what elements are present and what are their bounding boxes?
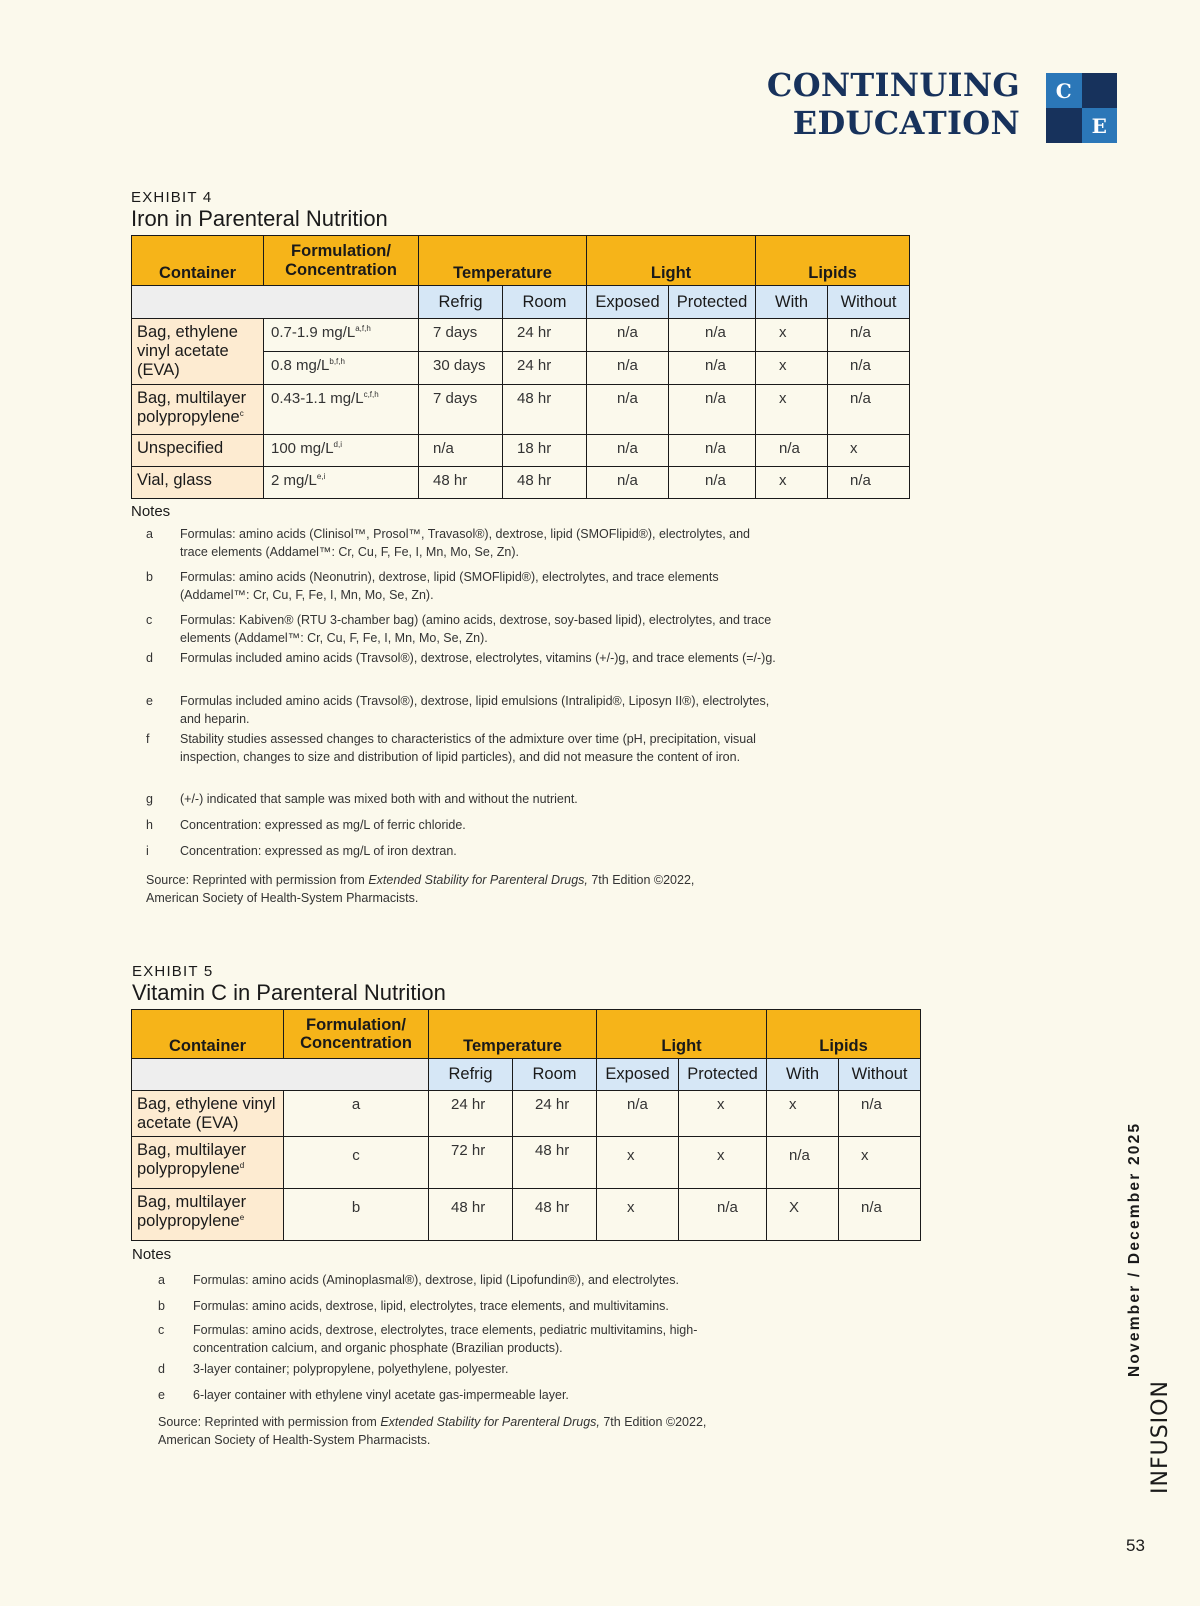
subheader-row bbox=[132, 286, 910, 319]
cell-room: 48 hr bbox=[513, 1189, 597, 1241]
table-row bbox=[132, 467, 910, 499]
col-light: Light bbox=[597, 1010, 767, 1059]
note-key: g bbox=[146, 792, 153, 806]
row-concentration bbox=[264, 467, 419, 499]
cell-room: 48 hr bbox=[513, 1137, 597, 1189]
sub-exposed: Exposed bbox=[587, 286, 669, 319]
cell-protected: x bbox=[679, 1137, 767, 1189]
note-key: c bbox=[158, 1323, 165, 1337]
conc-text: 2 mg/L bbox=[271, 472, 317, 489]
cell-refrig: 24 hr bbox=[429, 1091, 513, 1137]
row-container: Unspecified bbox=[132, 435, 264, 467]
cell-protected: n/a bbox=[679, 1189, 767, 1241]
cell-with: x bbox=[756, 467, 828, 499]
container-text: Bag, multilayer polypropylene bbox=[137, 1193, 247, 1230]
row-concentration bbox=[264, 435, 419, 467]
row-container: Bag, ethylene vinyl acetate (EVA) bbox=[132, 1091, 284, 1137]
exhibit5-label: EXHIBIT 5 bbox=[132, 963, 214, 980]
note-key: b bbox=[146, 570, 153, 584]
note-text: Formulas: amino acids (Neonutrin), dextrose, lipid (SMOFlipid®), electrolytes, and trace elements (Addamel™: Cr, Cu, F, Fe, I, Mn, Mo, Se, Zn). bbox=[180, 570, 719, 602]
cell-room: 24 hr bbox=[513, 1091, 597, 1137]
cell-without: x bbox=[839, 1137, 921, 1189]
cell-exposed: n/a bbox=[587, 319, 669, 352]
subheader-row bbox=[132, 1059, 921, 1091]
cell-protected: x bbox=[679, 1091, 767, 1137]
note-key: i bbox=[146, 844, 149, 858]
row-container: Bag, ethylene vinyl acetate (EVA) bbox=[132, 319, 264, 385]
table-row bbox=[132, 385, 910, 435]
conc-sup: e,i bbox=[316, 472, 326, 481]
cell-exposed: x bbox=[597, 1189, 679, 1241]
cell-without: x bbox=[828, 435, 910, 467]
cell-refrig: 48 hr bbox=[419, 467, 503, 499]
note-text: Formulas: amino acids (Aminoplasmal®), dextrose, lipid (Lipofundin®), and electrolytes. bbox=[193, 1273, 679, 1287]
sub-protected: Protected bbox=[669, 286, 756, 319]
logo-cell-dark-2 bbox=[1046, 108, 1082, 143]
logo-cell-e bbox=[1082, 108, 1118, 143]
row-concentration: b bbox=[284, 1189, 429, 1241]
cell-protected: n/a bbox=[669, 467, 756, 499]
cell-refrig: 7 days bbox=[419, 385, 503, 435]
note-key: b bbox=[158, 1299, 165, 1313]
sub-room: Room bbox=[513, 1059, 597, 1091]
cell-refrig: 72 hr bbox=[429, 1137, 513, 1189]
source-prefix: Source: Reprinted with permission from bbox=[158, 1415, 381, 1429]
source-prefix: Source: Reprinted with permission from bbox=[146, 873, 369, 887]
table-row bbox=[132, 1189, 921, 1241]
cell-with: x bbox=[756, 385, 828, 435]
logo-cell-c bbox=[1046, 73, 1082, 108]
note-key: d bbox=[158, 1362, 165, 1376]
exhibit4-notes-label: Notes bbox=[131, 503, 171, 520]
note-text: (+/-) indicated that sample was mixed both with and without the nutrient. bbox=[180, 792, 578, 806]
row-container bbox=[132, 1137, 284, 1189]
col-light: Light bbox=[587, 236, 756, 286]
note-key: e bbox=[158, 1388, 165, 1402]
row-container: Vial, glass bbox=[132, 467, 264, 499]
source-line2: American Society of Health-System Pharmacists. bbox=[146, 891, 419, 905]
conc-text: 0.7-1.9 mg/L bbox=[271, 324, 356, 341]
cell-with: n/a bbox=[767, 1137, 839, 1189]
cell-protected: n/a bbox=[669, 319, 756, 352]
note-key: a bbox=[158, 1273, 165, 1287]
col-container: Container bbox=[132, 236, 264, 286]
row-concentration: c bbox=[284, 1137, 429, 1189]
source-book: Extended Stability for Parenteral Drugs, bbox=[380, 1415, 600, 1429]
row-container bbox=[132, 1189, 284, 1241]
conc-text: 100 mg/L bbox=[271, 440, 334, 457]
conc-sup: c,f,h bbox=[363, 390, 379, 399]
cell-room: 48 hr bbox=[503, 385, 587, 435]
sub-refrig: Refrig bbox=[429, 1059, 513, 1091]
table-row bbox=[132, 319, 910, 352]
sub-without: Without bbox=[828, 286, 910, 319]
col-formulation: Formulation/ Concentration bbox=[264, 236, 419, 286]
cell-without: n/a bbox=[828, 467, 910, 499]
section-title: CONTINUING EDUCATION bbox=[766, 66, 1020, 142]
exhibit5-source bbox=[158, 1413, 798, 1449]
conc-text: 0.43-1.1 mg/L bbox=[271, 390, 364, 407]
container-sup: d bbox=[239, 1160, 245, 1170]
subheader-blank bbox=[132, 286, 419, 319]
note-key: c bbox=[146, 613, 153, 627]
cell-exposed: n/a bbox=[587, 467, 669, 499]
cell-room: 24 hr bbox=[503, 352, 587, 385]
note-key: e bbox=[146, 694, 153, 708]
exhibit4-title: Iron in Parenteral Nutrition bbox=[131, 206, 388, 231]
col-formulation: Formulation/ Concentration bbox=[284, 1010, 429, 1059]
note-text: Formulas: amino acids (Clinisol™, Prosol™, Travasol®), dextrose, lipid (SMOFlipid®), electrolytes, and trace elements (Addamel™: Cr, Cu, F, Fe, I, Mn, Mo, Se, Zn). bbox=[180, 527, 750, 559]
note-text: Concentration: expressed as mg/L of ferric chloride. bbox=[180, 818, 466, 832]
source-edition: 7th Edition ©2022, bbox=[599, 1415, 707, 1429]
note-text: Formulas: amino acids, dextrose, lipid, electrolytes, trace elements, and multivitamins. bbox=[193, 1299, 669, 1313]
table-row bbox=[132, 435, 910, 467]
note-text: Concentration: expressed as mg/L of iron dextran. bbox=[180, 844, 457, 858]
container-sup: e bbox=[239, 1212, 245, 1222]
col-container: Container bbox=[132, 1010, 284, 1059]
col-temperature: Temperature bbox=[429, 1010, 597, 1059]
subheader-blank bbox=[132, 1059, 429, 1091]
container-text: Bag, multilayer polypropylene bbox=[137, 389, 247, 426]
cell-exposed: n/a bbox=[587, 385, 669, 435]
note-text: Formulas: Kabiven® (RTU 3-chamber bag) (amino acids, dextrose, soy-based lipid), electrolytes, and trace elements (Addamel™: Cr, Cu, F, Fe, I, Mn, Mo, Se, Zn). bbox=[180, 613, 772, 645]
note-text: 6-layer container with ethylene vinyl acetate gas-impermeable layer. bbox=[193, 1388, 569, 1402]
sub-protected: Protected bbox=[679, 1059, 767, 1091]
row-concentration bbox=[264, 352, 419, 385]
cell-exposed: n/a bbox=[587, 352, 669, 385]
conc-text: 0.8 mg/L bbox=[271, 357, 330, 374]
note-text: Stability studies assessed changes to characteristics of the admixture over time (pH, precipitation, visual inspection, changes to size and distribution of lipid particles), and did not measure the content of iron. bbox=[180, 732, 756, 764]
table-row bbox=[132, 1137, 921, 1189]
note-text: Formulas included amino acids (Travsol®), dextrose, electrolytes, vitamins (+/-)g, and trace elements (=/-)g. bbox=[180, 651, 776, 665]
issue-date: November / December 2025 bbox=[1126, 1121, 1143, 1377]
sub-refrig: Refrig bbox=[419, 286, 503, 319]
page-number: 53 bbox=[1126, 1536, 1145, 1555]
exhibit4-label: EXHIBIT 4 bbox=[131, 189, 213, 206]
note-key: d bbox=[146, 651, 153, 665]
cell-room: 18 hr bbox=[503, 435, 587, 467]
col-temperature: Temperature bbox=[419, 236, 587, 286]
cell-with: x bbox=[767, 1091, 839, 1137]
note-key: a bbox=[146, 527, 153, 541]
conc-sup: b,f,h bbox=[329, 357, 345, 366]
container-sup: c bbox=[239, 408, 244, 418]
conc-sup: a,f,h bbox=[355, 324, 371, 333]
cell-protected: n/a bbox=[669, 385, 756, 435]
brand-logo: INFUSION bbox=[1148, 1380, 1173, 1494]
header-row bbox=[132, 236, 910, 286]
cell-room: 24 hr bbox=[503, 319, 587, 352]
row-container bbox=[132, 385, 264, 435]
cell-refrig: 7 days bbox=[419, 319, 503, 352]
table-row bbox=[132, 1091, 921, 1137]
note-key: f bbox=[146, 732, 150, 746]
exhibit4-table bbox=[131, 235, 910, 499]
logo-letter-c: C bbox=[1055, 78, 1072, 103]
cell-with: x bbox=[756, 319, 828, 352]
cell-without: n/a bbox=[839, 1091, 921, 1137]
sub-exposed: Exposed bbox=[597, 1059, 679, 1091]
header-row bbox=[132, 1010, 921, 1059]
exhibit5-title: Vitamin C in Parenteral Nutrition bbox=[132, 980, 446, 1005]
ce-logo bbox=[1046, 73, 1117, 143]
sub-room: Room bbox=[503, 286, 587, 319]
exhibit5-table bbox=[131, 1009, 921, 1241]
cell-exposed: x bbox=[597, 1137, 679, 1189]
cell-refrig: 30 days bbox=[419, 352, 503, 385]
note-text: 3-layer container; polypropylene, polyethylene, polyester. bbox=[193, 1362, 509, 1376]
conc-sup: d,i bbox=[333, 440, 342, 449]
sub-with: With bbox=[767, 1059, 839, 1091]
container-text: Bag, multilayer polypropylene bbox=[137, 1141, 247, 1178]
cell-with: n/a bbox=[756, 435, 828, 467]
cell-protected: n/a bbox=[669, 435, 756, 467]
logo-cell-dark-1 bbox=[1082, 73, 1118, 108]
cell-room: 48 hr bbox=[503, 467, 587, 499]
cell-exposed: n/a bbox=[587, 435, 669, 467]
logo-letter-e: E bbox=[1091, 113, 1107, 138]
source-book: Extended Stability for Parenteral Drugs, bbox=[368, 873, 588, 887]
cell-protected: n/a bbox=[669, 352, 756, 385]
cell-with: X bbox=[767, 1189, 839, 1241]
col-lipids: Lipids bbox=[767, 1010, 921, 1059]
row-concentration bbox=[264, 385, 419, 435]
note-key: h bbox=[146, 818, 153, 832]
cell-refrig: 48 hr bbox=[429, 1189, 513, 1241]
note-text: Formulas: amino acids, dextrose, electrolytes, trace elements, pediatric multivitamins, high-concentration calcium, and organic phosphate (Brazilian products). bbox=[193, 1323, 698, 1355]
sub-with: With bbox=[756, 286, 828, 319]
sub-without: Without bbox=[839, 1059, 921, 1091]
row-concentration: a bbox=[284, 1091, 429, 1137]
cell-refrig: n/a bbox=[419, 435, 503, 467]
exhibit4-source bbox=[146, 871, 786, 907]
source-edition: 7th Edition ©2022, bbox=[587, 873, 695, 887]
row-concentration bbox=[264, 319, 419, 352]
exhibit5-notes-label: Notes bbox=[132, 1246, 172, 1263]
cell-without: n/a bbox=[839, 1189, 921, 1241]
cell-without: n/a bbox=[828, 352, 910, 385]
cell-without: n/a bbox=[828, 385, 910, 435]
source-line2: American Society of Health-System Pharmacists. bbox=[158, 1433, 431, 1447]
cell-exposed: n/a bbox=[597, 1091, 679, 1137]
note-text: Formulas included amino acids (Travsol®), dextrose, lipid emulsions (Intralipid®, Liposyn II®), electrolytes, and heparin. bbox=[180, 694, 770, 726]
cell-with: x bbox=[756, 352, 828, 385]
cell-without: n/a bbox=[828, 319, 910, 352]
col-lipids: Lipids bbox=[756, 236, 910, 286]
